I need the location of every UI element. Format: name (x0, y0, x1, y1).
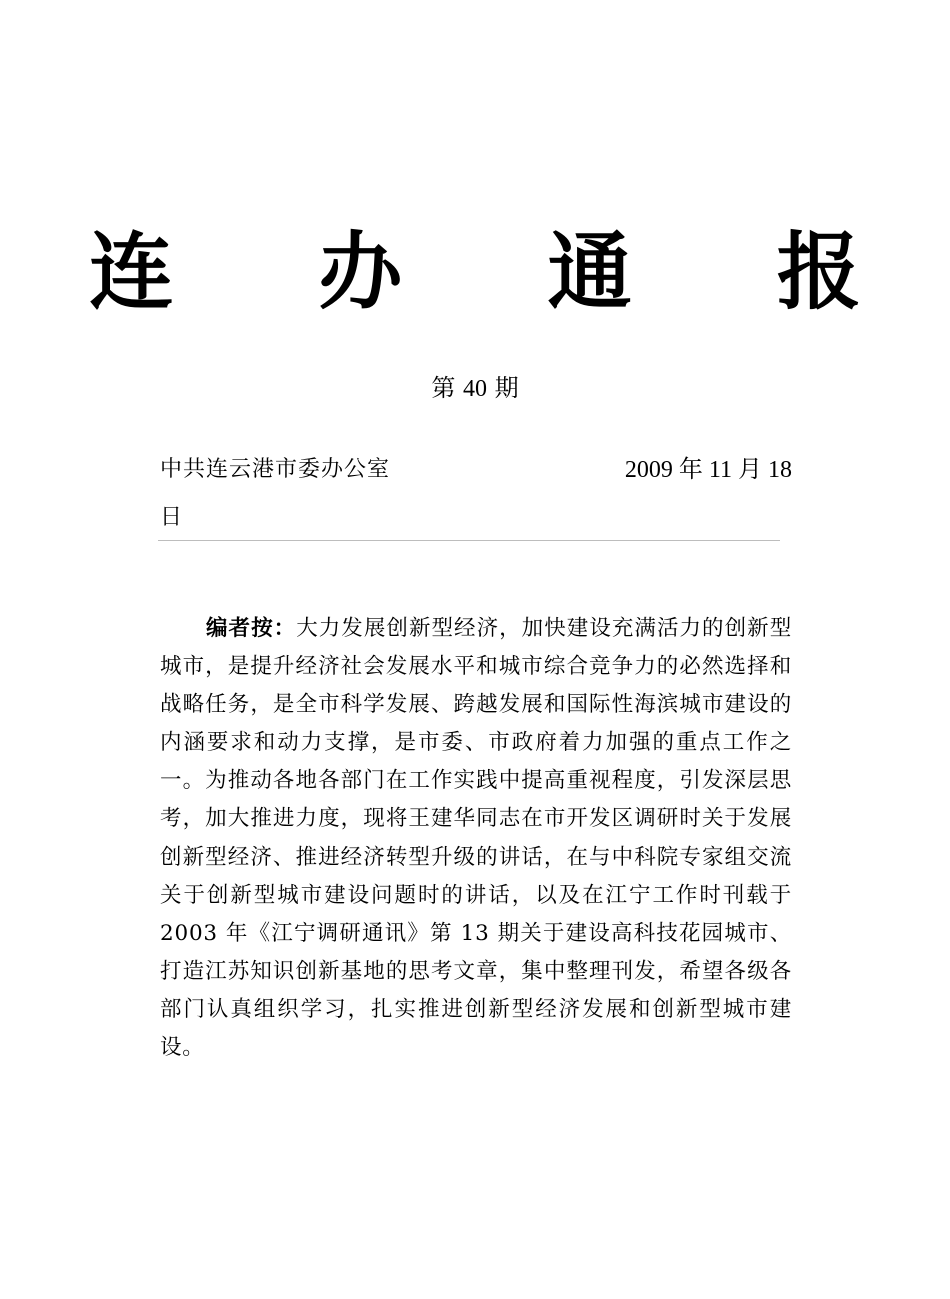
issuing-organization: 中共连云港市委办公室 (160, 457, 391, 482)
editor-note (160, 610, 792, 1067)
editor-note-text: 大力发展创新型经济，加快建设充满活力的创新型城市，是提升经济社会发展水平和城市综合竞争力的必然选择和战略任务，是全市科学发展、跨越发展和国际性海滨城市建设的内涵要求和动力支撑，是市委、市政府着力加强的重点工作之一。为推动各地各部门在工作实践中提高重视程度，引发深层思考，加大推进力度，现将王建华同志在市开发区调研时关于发展创新型经济、推进经济转型升级的讲话，在与中科院专家组交流关于创新型城市建设问题时的讲话，以及在江宁工作时刊载于 2003 年《江宁调研通讯》第 13 期关于建设高科技花园城市、打造江苏知识创新基地的思考文章，集中整理刊发，希望各级各部门认真组织学习，扎实推进创新型经济发展和创新型城市建设。 (160, 616, 793, 1061)
editor-note-lead: 编者按： (206, 616, 297, 641)
issue-num: 40 (463, 376, 487, 402)
issue-date: 2009 年 11 月 18 (624, 457, 792, 483)
issue-suffix: 期 (494, 374, 519, 402)
issue-number (0, 370, 950, 407)
issue-prefix: 第 (431, 374, 456, 402)
issue-date-wrap: 日 (160, 505, 183, 530)
masthead-title: 连 办 通 报 (89, 223, 919, 321)
header-divider (158, 540, 780, 541)
